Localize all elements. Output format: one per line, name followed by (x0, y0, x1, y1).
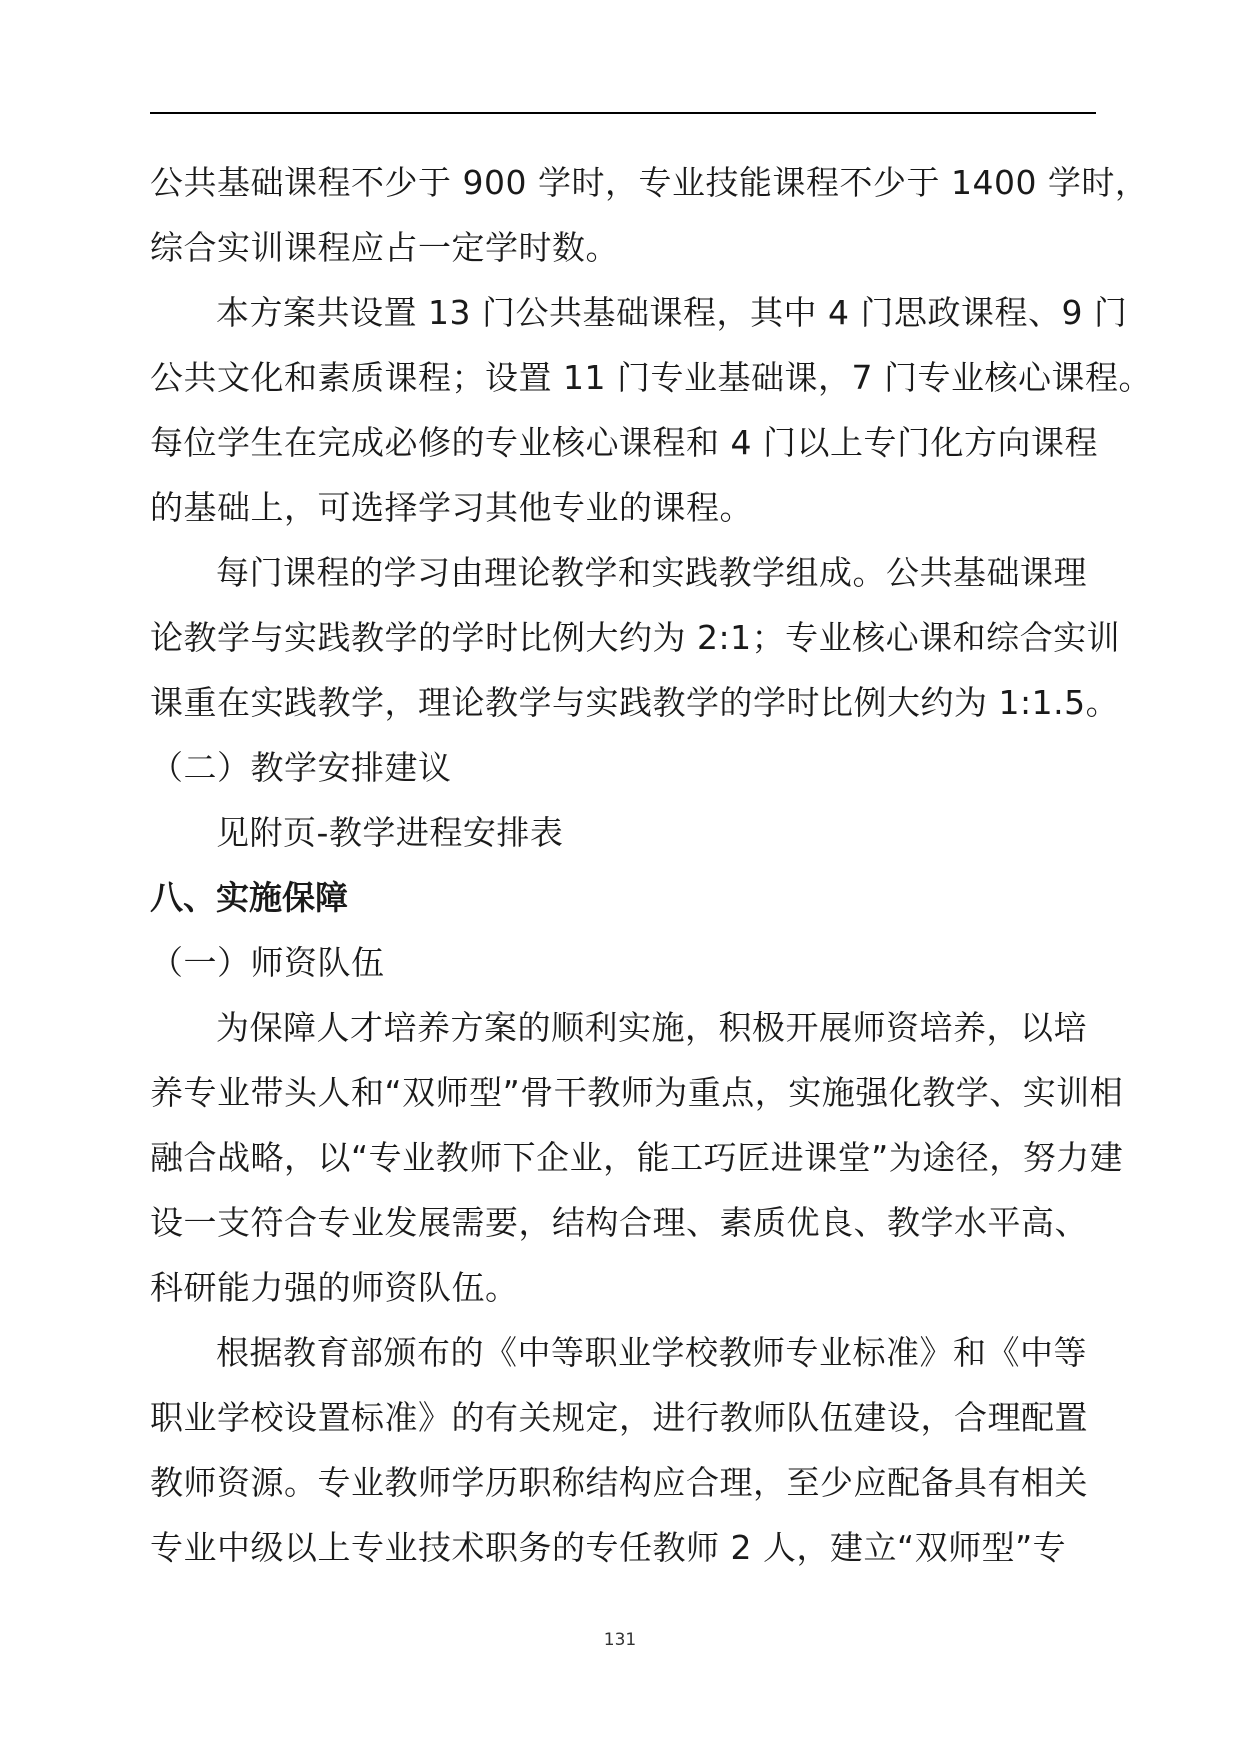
paragraph-line: 设一支符合专业发展需要，结构合理、素质优良、教学水平高、 (150, 1203, 1088, 1242)
paragraph-line: 科研能力强的师资队伍。 (150, 1268, 519, 1307)
paragraph-line: 公共文化和素质课程；设置 11 门专业基础课，7 门专业核心课程。 (150, 358, 1152, 397)
paragraph-line: 本方案共设置 13 门公共基础课程，其中 4 门思政课程、9 门 (216, 293, 1128, 332)
paragraph-line: 综合实训课程应占一定学时数。 (150, 228, 619, 267)
subheading-teaching-arrangement: （二）教学安排建议 (150, 748, 452, 787)
subheading-faculty: （一）师资队伍 (150, 943, 385, 982)
paragraph-hours (150, 150, 1149, 280)
paragraph-faculty-training (150, 995, 1124, 1320)
paragraph-line: 为保障人才培养方案的顺利实施，积极开展师资培养，以培 (216, 1008, 1087, 1047)
paragraph-line: 课重在实践教学，理论教学与实践教学的学时比例大约为 1:1.5。 (150, 683, 1120, 722)
paragraph-line: 职业学校设置标准》的有关规定，进行教师队伍建设，合理配置 (150, 1398, 1088, 1437)
paragraph-line: 教师资源。专业教师学历职称结构应合理，至少应配备具有相关 (150, 1463, 1088, 1502)
page-number: 131 (603, 1630, 637, 1650)
paragraph-line: 论教学与实践教学的学时比例大约为 2:1；专业核心课和综合实训 (150, 618, 1121, 657)
section-heading-implementation: 八、实施保障 (150, 878, 348, 917)
header-rule (150, 112, 1096, 114)
paragraph-line: 每门课程的学习由理论教学和实践教学组成。公共基础课理 (216, 553, 1087, 592)
paragraph-line: 融合战略，以“专业教师下企业，能工巧匠进课堂”为途径，努力建 (150, 1138, 1124, 1177)
paragraph-line: 根据教育部颁布的《中等职业学校教师专业标准》和《中等 (216, 1333, 1087, 1372)
paragraph-line: 专业中级以上专业技术职务的专任教师 2 人，建立“双师型”专 (150, 1528, 1067, 1567)
paragraph-line: 养专业带头人和“双师型”骨干教师为重点，实施强化教学、实训相 (150, 1073, 1124, 1112)
arrangement-reference: 见附页-教学进程安排表 (216, 813, 564, 852)
paragraph-line: 每位学生在完成必修的专业核心课程和 4 门以上专门化方向课程 (150, 423, 1098, 462)
paragraph-line: 公共基础课程不少于 900 学时，专业技能课程不少于 1400 学时， (150, 163, 1149, 202)
document-body (150, 150, 1152, 1580)
paragraph-line: 的基础上，可选择学习其他专业的课程。 (150, 488, 753, 527)
paragraph-ratio (150, 540, 1121, 735)
paragraph-faculty-standards (150, 1320, 1100, 1580)
paragraph-courses (150, 280, 1152, 540)
